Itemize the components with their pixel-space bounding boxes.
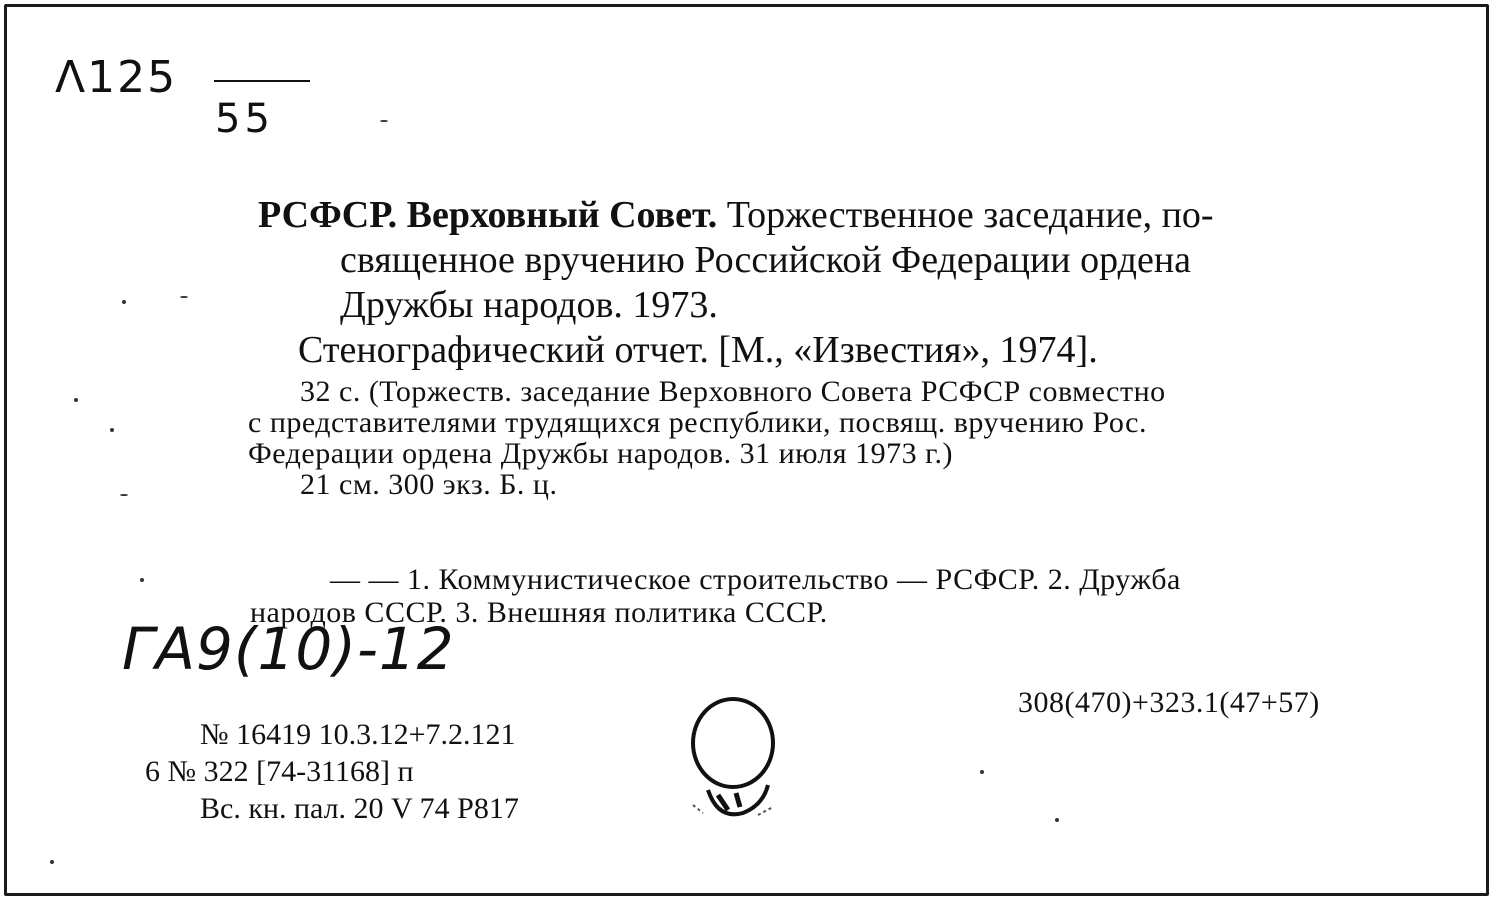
speck <box>180 296 188 298</box>
title-line-2: священное вручению Российской Федерации ордена <box>340 239 1192 281</box>
speck <box>120 494 128 496</box>
description-line-1: 32 с. (Торжеств. заседание Верховного Совета РСФСР совместно <box>300 375 1166 408</box>
title-line-4: Стенографический отчет. [М., «Известия», 1974]. <box>298 329 1098 371</box>
description-line-2: с представителями трудящихся республики, посвящ. вручению Рос. <box>248 406 1147 439</box>
description-line-3: Федерации ордена Дружбы народов. 31 июля 1973 г.) <box>248 437 953 470</box>
speck <box>1055 818 1059 822</box>
speck <box>380 120 388 122</box>
classification-code: 308(470)+323.1(47+57) <box>1018 686 1320 719</box>
registration-line-3: Вс. кн. пал. 20 V 74 Р817 <box>200 792 519 825</box>
title-line-3: Дружбы народов. 1973. <box>340 284 718 326</box>
subjects-line-1: — — 1. Коммунистическое строительство — РСФСР. 2. Дружба <box>330 563 1181 596</box>
subjects-line-2: народов СССР. 3. Внешняя политика СССР. <box>250 596 828 629</box>
speck <box>980 770 984 774</box>
registration-block <box>145 716 519 827</box>
speck <box>50 860 54 864</box>
registration-line-1: № 16419 10.3.12+7.2.121 <box>200 718 516 751</box>
card-heading <box>258 193 1214 373</box>
description-line-4: 21 см. 300 экз. Б. ц. <box>300 468 558 501</box>
title-line-1: Торжественное заседание, по- <box>726 194 1214 236</box>
author-heading: РСФСР. Верховный Совет. <box>258 194 718 236</box>
handwritten-classification: ГА9(10)-12 <box>122 615 455 683</box>
speck <box>110 428 114 432</box>
shelf-mark-bottom: 55 <box>215 96 274 142</box>
speck <box>122 300 126 304</box>
speck <box>140 578 144 582</box>
speck <box>74 398 78 402</box>
library-stamp-icon <box>688 695 788 840</box>
shelf-mark-top: Λ125 <box>55 52 178 103</box>
shelf-mark-divider <box>214 80 310 82</box>
registration-line-2: 6 № 322 [74-31168] п <box>145 755 414 788</box>
physical-description <box>248 376 1166 500</box>
